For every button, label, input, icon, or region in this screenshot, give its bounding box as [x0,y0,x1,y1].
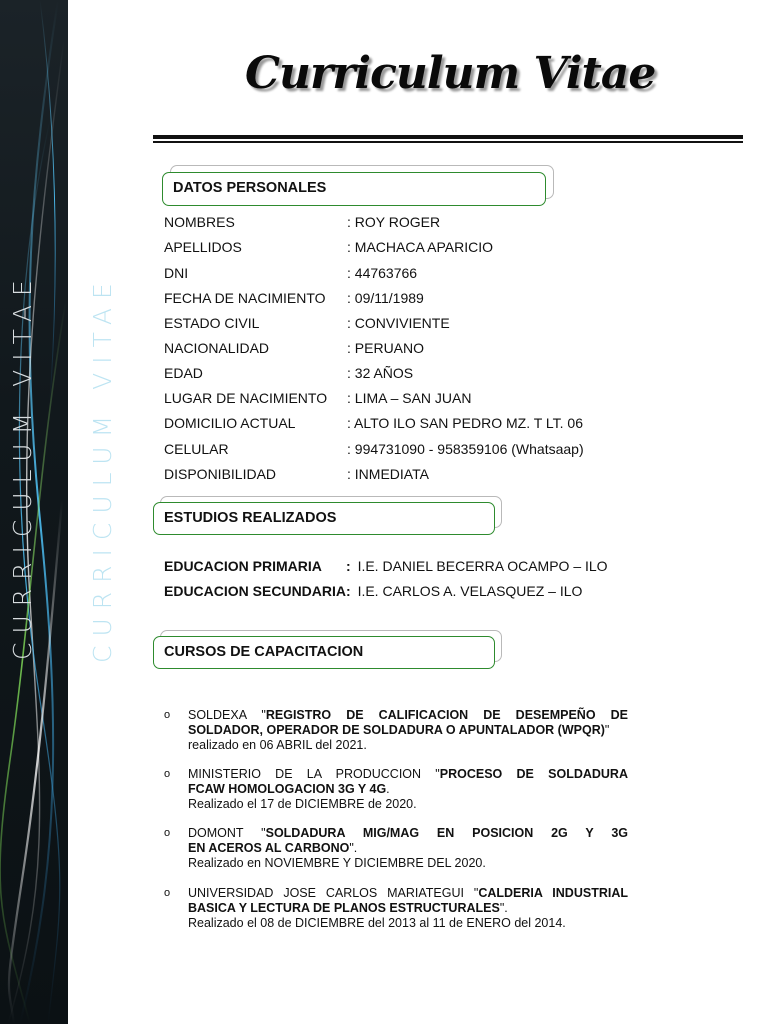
field-label: DISPONIBILIDAD [164,466,277,482]
page-title: Curriculum Vitae [245,48,656,99]
course-line: EN ACEROS AL CARBONO". [188,841,358,855]
field-label: CELULAR [164,441,229,457]
decorative-side-strip [0,0,68,1024]
bullet-icon: o [164,887,171,899]
field-value: : 44763766 [347,265,418,281]
course-line: MINISTERIO DE LA PRODUCCION "PROCESO DE SOLDADURA [188,767,628,781]
course-date: Realizado en NOVIEMBRE Y DICIEMBRE DEL 2020. [188,856,486,870]
field-label: DNI [164,265,189,281]
bullet-icon: o [164,827,171,839]
section-title-studies: ESTUDIOS REALIZADOS [164,510,337,526]
course-line: SOLDADOR, OPERADOR DE SOLDADURA O APUNTALADOR (WPQR)" [188,723,610,737]
field-label: APELLIDOS [164,239,242,255]
field-value: : 994731090 - 958359106 (Whatsaap) [347,441,584,457]
field-value: : LIMA – SAN JUAN [347,390,472,406]
field-value: : ROY ROGER [347,214,441,230]
field-label: EDAD [164,365,203,381]
field-label: FECHA DE NACIMIENTO [164,290,326,306]
course-line: FCAW HOMOLOGACION 3G Y 4G. [188,782,390,796]
field-value: : 09/11/1989 [347,290,424,306]
field-value: : INMEDIATA [347,466,429,482]
section-title-courses: CURSOS DE CAPACITACION [164,644,364,660]
title-divider [153,135,743,139]
course-line: DOMONT "SOLDADURA MIG/MAG EN POSICION 2G Y 3G [188,826,629,840]
field-label: NACIONALIDAD [164,340,270,356]
course-line: BASICA Y LECTURA DE PLANOS ESTRUCTURALES". [188,901,508,915]
course-date: Realizado el 17 de DICIEMBRE de 2020. [188,797,417,811]
section-title-personal: DATOS PERSONALES [173,180,327,196]
side-vertical-title: CURRICULUM VITAE [8,271,37,660]
field-value: : MACHACA APARICIO [347,239,493,255]
title-divider-thin [153,141,743,143]
field-label: ESTADO CIVIL [164,315,260,331]
field-label: NOMBRES [164,214,235,230]
field-value: : CONVIVIENTE [347,315,450,331]
course-date: Realizado el 08 de DICIEMBRE del 2013 al 11 de ENERO del 2014. [188,916,566,930]
field-value: : 32 AÑOS [347,365,414,381]
study-school: : I.E. DANIEL BECERRA OCAMPO – ILO [346,558,608,574]
course-date: realizado en 06 ABRIL del 2021. [188,738,367,752]
course-line: SOLDEXA "REGISTRO DE CALIFICACION DE DESEMPEÑO DE [188,708,628,722]
field-label: DOMICILIO ACTUAL [164,415,296,431]
bullet-icon: o [164,709,171,721]
study-level: EDUCACION PRIMARIA [164,558,322,574]
faded-vertical-title: CURRICULUM VITAE [88,274,117,663]
study-level: EDUCACION SECUNDARIA [164,583,347,599]
field-label: LUGAR DE NACIMIENTO [164,390,328,406]
course-line: UNIVERSIDAD JOSE CARLOS MARIATEGUI "CALDERIA INDUSTRIAL [188,886,629,900]
field-value: : ALTO ILO SAN PEDRO MZ. T LT. 06 [347,415,584,431]
study-school: : I.E. CARLOS A. VELASQUEZ – ILO [346,583,583,599]
bullet-icon: o [164,768,171,780]
field-value: : PERUANO [347,340,425,356]
